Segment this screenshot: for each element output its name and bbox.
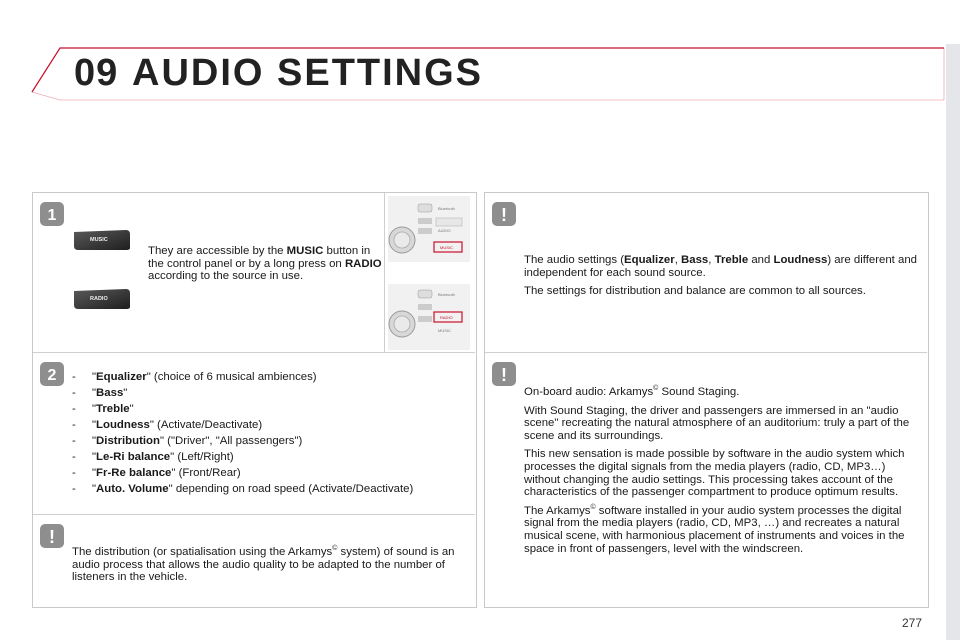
device-image-divider [384, 193, 385, 352]
svg-text:Bluetooth: Bluetooth [438, 292, 455, 297]
chapter-number: 09 [74, 52, 119, 94]
control-panel-radio-illustration [388, 284, 470, 350]
page-number: 277 [902, 616, 923, 630]
page-title: AUDIO SETTINGS [132, 52, 484, 94]
control-panel-music-illustration [388, 196, 470, 262]
svg-text:MUSIC: MUSIC [438, 328, 451, 333]
list-item: - "Bass" [72, 387, 128, 399]
list-item: - "Le-Ri balance" (Left/Right) [72, 451, 234, 463]
right-divider [485, 352, 927, 353]
list-item: - "Fr-Re balance" (Front/Rear) [72, 467, 241, 479]
svg-text:RADIO: RADIO [440, 315, 453, 320]
warning-icon [490, 360, 518, 388]
svg-text:MUSIC: MUSIC [440, 245, 453, 250]
distribution-note: The distribution (or spatialisation using the Arkamys© system) of sound is an audio process that allows the audio quality to be adapted to the number of listeners in the vehicle. [72, 545, 455, 584]
list-item: - "Equalizer" (choice of 6 musical ambiences) [72, 371, 317, 383]
music-button-icon [72, 228, 132, 252]
settings-list [72, 369, 413, 497]
left-divider-2 [33, 514, 475, 515]
section1-text: They are accessible by the MUSIC button in the control panel or by a long press on RADIO according to the source in use. [148, 245, 382, 283]
page-edge-strip [946, 44, 960, 640]
svg-text:MUSIC: MUSIC [90, 237, 108, 243]
svg-text:AUDIO: AUDIO [438, 228, 451, 233]
svg-text:2: 2 [47, 367, 57, 384]
svg-text:1: 1 [47, 207, 57, 224]
left-divider-1 [33, 352, 475, 353]
list-item: - "Treble" [72, 403, 134, 415]
list-item: - "Auto. Volume" depending on road speed (Activate/Deactivate) [72, 483, 414, 495]
svg-text:!: ! [501, 205, 507, 225]
warning-icon [490, 200, 518, 228]
svg-text:Bluetooth: Bluetooth [438, 206, 455, 211]
list-item: - "Distribution" ("Driver", "All passengers") [72, 435, 303, 447]
step-2-badge [38, 360, 66, 388]
audio-settings-note: The audio settings (Equalizer, Bass, Treble and Loudness) are different and independent for each sound source. The settings for distribution and balance are common to all sources. [524, 254, 918, 298]
sound-staging-note: On-board audio: Arkamys© Sound Staging. With Sound Staging, the driver and passengers are immersed in an "audio scene" recreating the natural atmosphere of an auditorium: truly a part of the scene and its surroundings. This new sensation is made possible by software in the audio system which processes the digital signals from the media players (radio, CD, MP3…) without changing the audio settings. This processing takes account of the characteristics of the passenger compartment to produce optimum results. The Arkamys© software installed in your audio system processes the digital signal from the media players (radio, CD, MP3, …) and recreates a natural musical scene, with harmonious placement of instruments and voices in the space in front of passengers, level with the windscreen. [524, 385, 910, 555]
svg-text:!: ! [501, 365, 507, 385]
radio-button-icon [72, 287, 132, 311]
list-item: - "Loudness" (Activate/Deactivate) [72, 419, 263, 431]
warning-icon [38, 522, 66, 550]
step-1-badge [38, 200, 66, 228]
svg-text:!: ! [49, 527, 55, 547]
svg-text:RADIO: RADIO [90, 296, 108, 302]
